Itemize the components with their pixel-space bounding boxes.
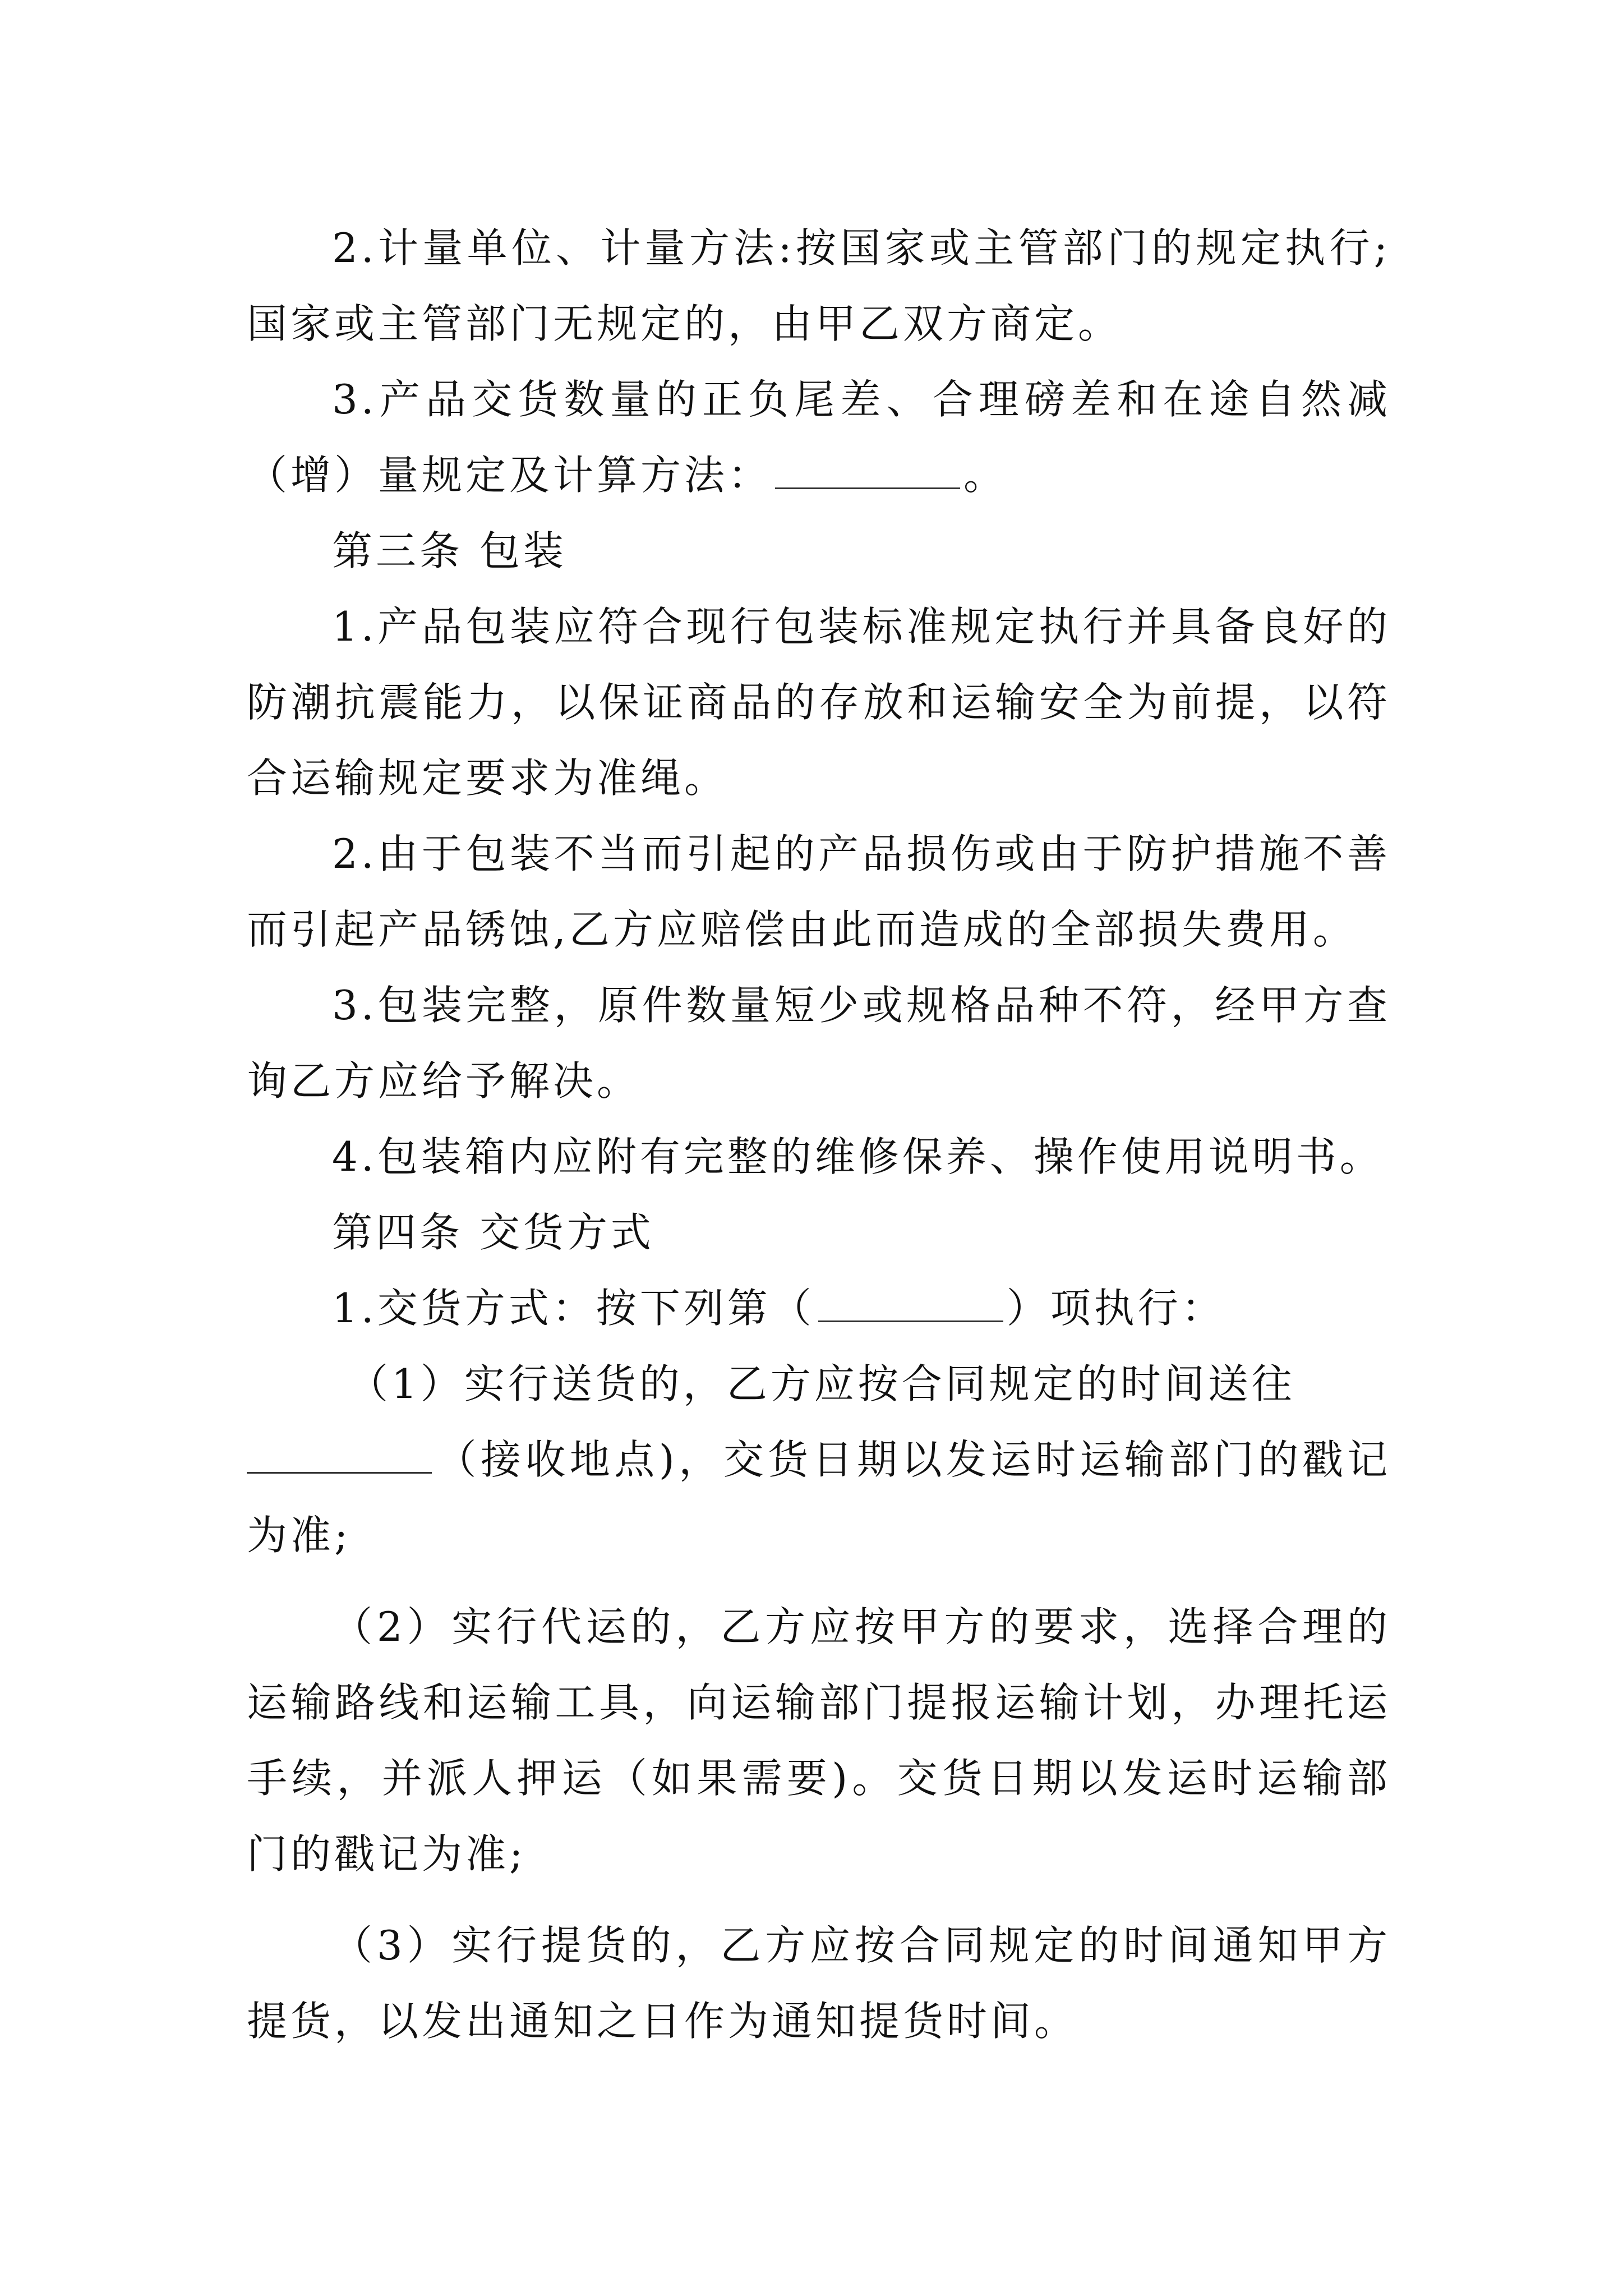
- section-heading-delivery: 第四条 交货方式: [332, 1209, 654, 1256]
- paragraph-text: 3.包装完整，原件数量短少或规格品种不符，经甲方查询乙方应给予解决。: [247, 982, 1391, 1105]
- paragraph-text: 3.产品交货数量的正负尾差、合理磅差和在途自然减（增）量规定及计算方法：: [247, 376, 1391, 499]
- paragraph-text: 1.产品包装应符合现行包装标准规定执行并具备良好的防潮抗震能力，以保证商品的存放和运输安全为前提，以符合运输规定要求为准绳。: [247, 603, 1391, 802]
- paragraph-text: （3）实行提货的，乙方应按合同规定的时间通知甲方提货，以发出通知之日作为通知提货时间。: [247, 1922, 1391, 2045]
- fill-in-blank: [247, 1471, 432, 1474]
- paragraph-delivery-tolerance: [247, 362, 1391, 513]
- paragraph-text: 1.交货方式：按下列第（: [332, 1285, 815, 1332]
- paragraph-measurement-units: [247, 210, 1391, 362]
- paragraph-text: 4.包装箱内应附有完整的维修保养、操作使用说明书。: [332, 1133, 1384, 1180]
- paragraph-delivery-option-3: [247, 1908, 1391, 2059]
- paragraph-text: （2）实行代运的，乙方应按甲方的要求，选择合理的运输路线和运输工具，向运输部门提报运输计划，办理托运手续，并派人押运（如果需要)。交货日期以发运时运输部门的戳记为准;: [247, 1603, 1391, 1878]
- paragraph-packaging-shortage: [247, 968, 1391, 1119]
- paragraph-text: 2.由于包装不当而引起的产品损伤或由于防护措施不善而引起产品锈蚀,乙方应赔偿由此而造成的全部损失费用。: [247, 830, 1391, 953]
- paragraph-delivery-method: [247, 1271, 1391, 1346]
- paragraph-text: 。: [963, 452, 1008, 499]
- paragraph-text: 2.计量单位、计量方法:按国家或主管部门的规定执行;国家或主管部门无规定的，由甲乙双方商定。: [247, 224, 1391, 347]
- paragraph-delivery-option-2: [247, 1589, 1391, 1892]
- paragraph-packaging-standard: [247, 589, 1391, 816]
- paragraph-text: ）项执行：: [1006, 1285, 1225, 1332]
- paragraph-packaging-manual: [247, 1119, 1391, 1195]
- paragraph-delivery-option-1: [247, 1346, 1391, 1573]
- section-heading-packaging: 第三条 包装: [332, 527, 567, 574]
- paragraph-packaging-damage: [247, 816, 1391, 968]
- paragraph-text: （接收地点)，交货日期以发运时运输部门的戳记为准;: [247, 1436, 1391, 1559]
- paragraph-text: （1）实行送货的，乙方应按合同规定的时间送往: [348, 1360, 1295, 1407]
- fill-in-blank: [775, 487, 960, 489]
- fill-in-blank: [818, 1320, 1003, 1322]
- document-body: [247, 210, 1391, 2059]
